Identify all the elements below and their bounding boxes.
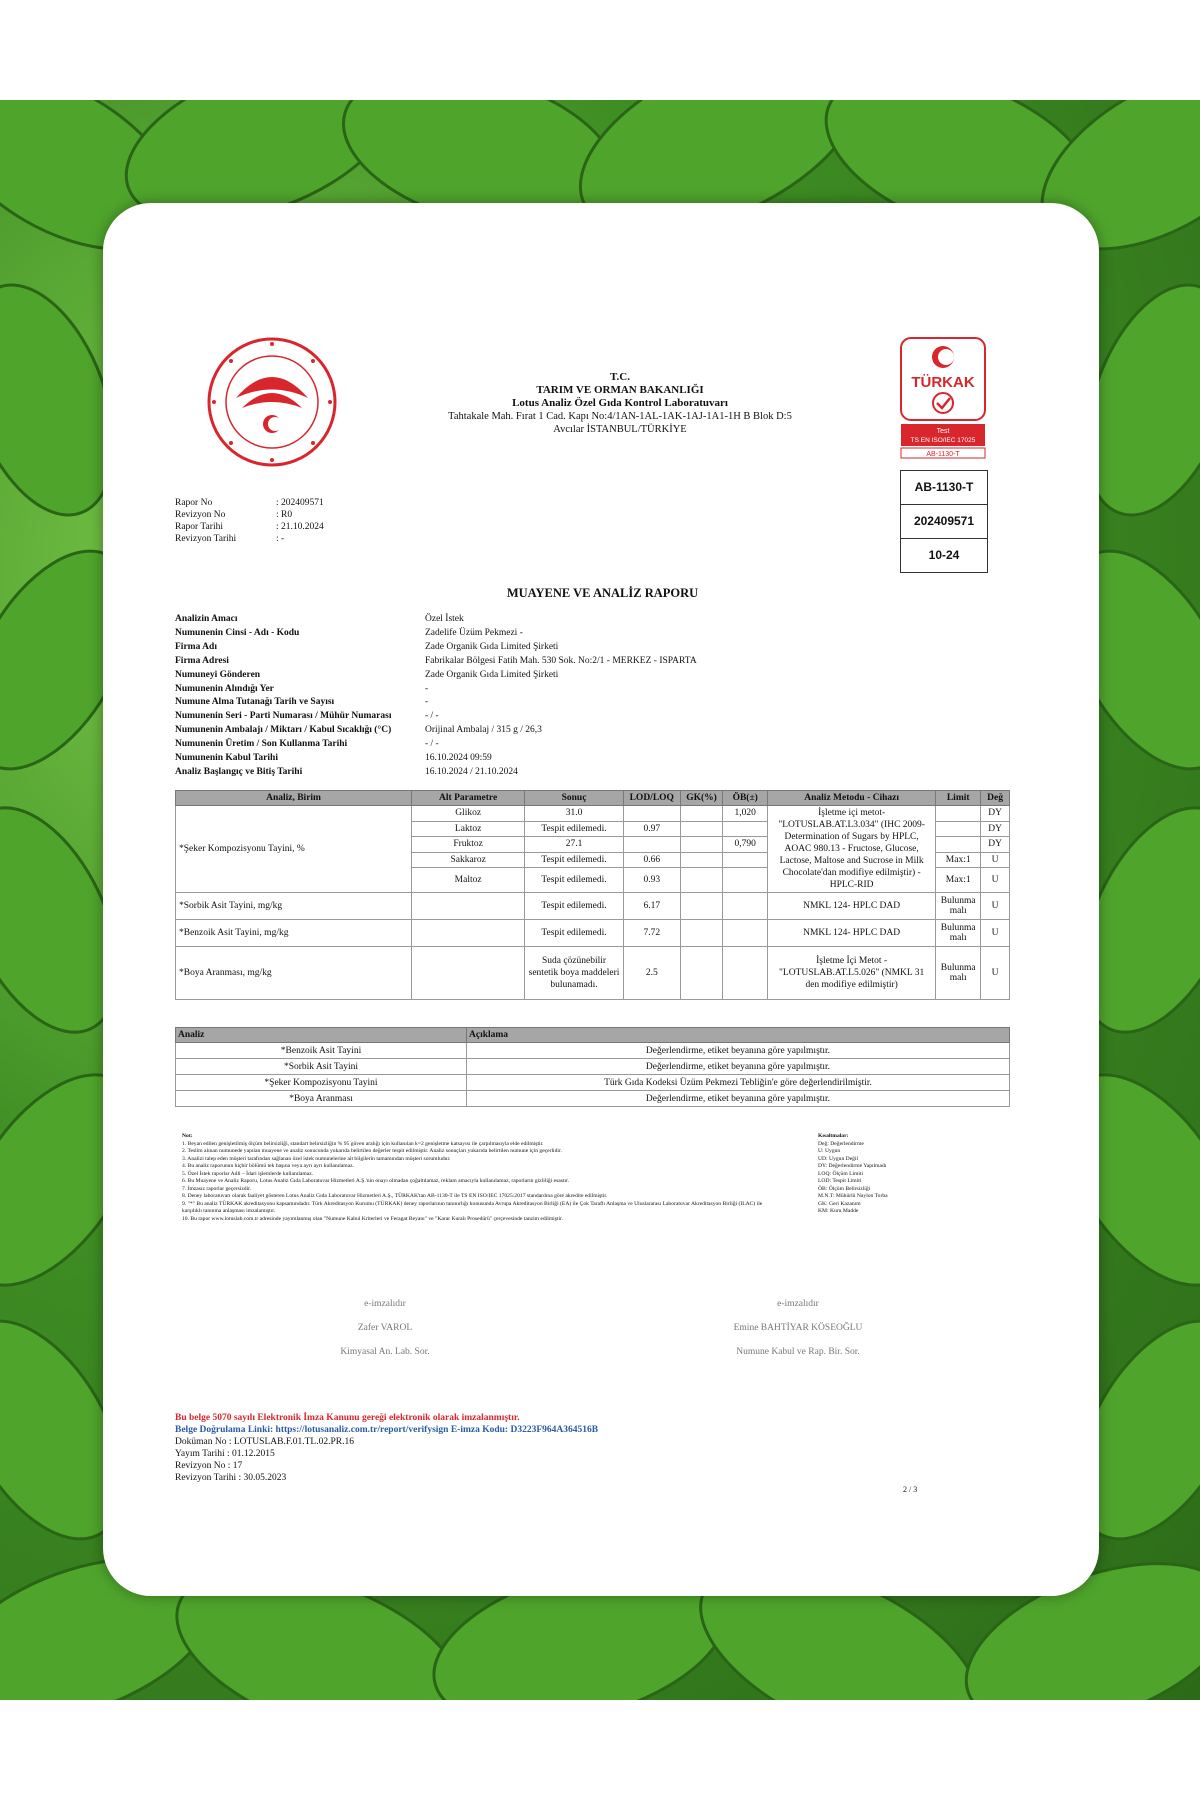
cell: [412, 920, 525, 947]
cell: 6.17: [623, 893, 680, 920]
note-line: 6. Bu Muayene ve Analiz Raporu, Lotus Analiz Gıda Laboratuvar Hizmetleri A.Ş.'nin onayı olmadan çoğaltılamaz, reklam amacıyla kullanılamaz, raporların gizliliği esastır.: [182, 1178, 570, 1184]
info-label: Firma Adı: [175, 641, 217, 652]
abbr-line: KM: Kuru Madde: [818, 1208, 859, 1214]
info-label: Firma Adresi: [175, 655, 229, 666]
cell: Bulunma malı: [936, 920, 981, 947]
cell: İşletme İçi Metot - "LOTUSLAB.AT.L5.026" (NMKL 31 den modifiye edilmiştir): [768, 947, 936, 1000]
cell: Max:1: [936, 852, 981, 868]
cell: Türk Gıda Kodeksi Üzüm Pekmezi Tebliğin'e göre değerlendirilmiştir.: [467, 1075, 1010, 1091]
cell: Sakkaroz: [412, 852, 525, 868]
info-label: Numunenin Cinsi - Adı - Kodu: [175, 627, 300, 638]
cell: *Boya Aranması, mg/kg: [176, 947, 412, 1000]
col-header: Analiz, Birim: [176, 791, 412, 806]
verify-link[interactable]: Belge Doğrulama Linki: https://lotusanaliz.com.tr/report/verifysign E-imza Kodu: D3223F964A364516B: [175, 1425, 599, 1435]
cell: [723, 821, 768, 837]
sugar-method: İşletme içi metot- "LOTUSLAB.AT.L3.034" (IHC 2009- Determination of Sugars by HPLC, AOAC 980.13 - Fructose, Glucose, Lactose, Maltose and Sucrose in Milk Chocolate'dan modifiye edilmiştir) - HPLC-RID: [768, 806, 936, 893]
info-value: 16.10.2024 09:59: [425, 753, 492, 764]
cell: [723, 893, 768, 920]
cell: NMKL 124- HPLC DAD: [768, 920, 936, 947]
cell: Max:1: [936, 868, 981, 893]
cell: *Şeker Kompozisyonu Tayini: [176, 1075, 467, 1091]
note-line: 2. Teslim alınan numunede yapılan muayene ve analiz sonucunda yukarıda belirtilen değerler tespit edilmiştir. Analiz sonuçları yukarıda belirtilen numune için geçerlidir.: [182, 1148, 562, 1154]
header-line2: TARIM VE ORMAN BAKANLIĞI: [536, 384, 704, 396]
cell: 31.0: [525, 806, 624, 822]
cell: [723, 852, 768, 868]
period-code: 10-24: [901, 538, 987, 572]
col-header: ÖB(±): [723, 791, 768, 806]
cell: Bulunma malı: [936, 893, 981, 920]
cell: [623, 837, 680, 853]
cell: [680, 947, 723, 1000]
signature-role: Kimyasal An. Lab. Sor.: [340, 1347, 430, 1357]
cell: [680, 852, 723, 868]
col-header: GK(%): [680, 791, 723, 806]
table-row: [176, 947, 1010, 1000]
cell: Tespit edilemedi.: [525, 893, 624, 920]
meta-label: Rapor No: [175, 498, 213, 508]
cell: U: [981, 868, 1010, 893]
meta-label: Revizyon No: [175, 510, 226, 520]
meta-value: : 202409571: [276, 498, 324, 508]
cell: Bulunma malı: [936, 947, 981, 1000]
sugar-analysis-name: *Şeker Kompozisyonu Tayini, %: [176, 806, 412, 893]
cell: DY: [981, 821, 1010, 837]
info-label: Analizin Amacı: [175, 614, 238, 624]
note-line: 5. Özel İstek raporlar Adli – İdari işlemlerde kullanılamaz.: [182, 1170, 314, 1177]
cell: 2.5: [623, 947, 680, 1000]
col-header: Analiz Metodu - Cihazı: [768, 791, 936, 806]
signature-name: Emine BAHTİYAR KÖSEOĞLU: [733, 1323, 863, 1333]
signature-left: [275, 1292, 495, 1364]
info-label: Numunenin Alındığı Yer: [175, 683, 274, 694]
col-header: Analiz: [176, 1028, 467, 1043]
cell: [412, 893, 525, 920]
cell: [936, 806, 981, 822]
ministry-seal-logo: [206, 336, 338, 468]
cell: [680, 821, 723, 837]
evaluation-table: [175, 1027, 1010, 1107]
cell: *Boya Aranması: [176, 1091, 467, 1107]
results-table: [175, 790, 1010, 1000]
note-line: 4. Bu analiz raporunun hiçbir bölümü tek başına veya ayrı ayrı kullanılamaz.: [182, 1163, 354, 1169]
cell: *Sorbik Asit Tayini, mg/kg: [176, 893, 412, 920]
cell: [412, 947, 525, 1000]
sample-info: [175, 613, 697, 780]
revision-date: Revizyon Tarihi : 30.05.2023: [175, 1473, 287, 1483]
cell: 0.97: [623, 821, 680, 837]
info-value: Özel İstek: [425, 614, 464, 624]
cell: [623, 806, 680, 822]
signature-right: [688, 1292, 908, 1364]
turkak-accreditation-logo: [900, 337, 986, 464]
document-footer: [175, 1412, 598, 1484]
info-value: 16.10.2024 / 21.10.2024: [425, 766, 518, 777]
note-line: 10. Bu rapor www.lotuslab.com.tr adresinde yayımlanmış olan "Numune Kabul Kriterleri ve Feragat Beyanı" ve "Karar Kuralı Prosedürü" çerçevesinde tanzim edilmiştir.: [182, 1215, 563, 1222]
cell: Değerlendirme, etiket beyanına göre yapılmıştır.: [467, 1059, 1010, 1075]
cell: U: [981, 852, 1010, 868]
meta-value: : -: [276, 534, 285, 544]
info-label: Numunenin Ambalajı / Miktarı / Kabul Sıcaklığı (°C): [175, 725, 392, 736]
meta-label: Rapor Tarihi: [175, 522, 223, 532]
cell: *Benzoik Asit Tayini, mg/kg: [176, 920, 412, 947]
cell: Suda çözünebilir sentetik boya maddeleri bulunamadı.: [525, 947, 624, 1000]
info-value: Zade Organik Gıda Limited Şirketi: [425, 669, 559, 680]
note-line: 1. Beyan edilen genişletilmiş ölçüm belirsizliği, standart belirsizliğin % 95 güven aralığı için kullanılan k=2 genişletme katsayısı ile çarpılmasıyla elde edilmiştir.: [182, 1140, 544, 1147]
turkak-code: AB-1130-T: [926, 451, 960, 458]
abbr-line: DY: Değerlendirme Yapılmadı: [818, 1163, 887, 1169]
abbreviations: [818, 1133, 968, 1216]
cell: [723, 920, 768, 947]
table-row: [176, 1091, 1010, 1107]
cell: [680, 806, 723, 822]
cell: Tespit edilemedi.: [525, 852, 624, 868]
table-row: [176, 893, 1010, 920]
table-row: [176, 806, 1010, 822]
notes: [182, 1133, 772, 1223]
col-header: Sonuç: [525, 791, 624, 806]
abbr-line: M.N.T: Mühürlü Naylon Torba: [818, 1193, 888, 1199]
cell: DY: [981, 837, 1010, 853]
note-line: 8. Deney laboratuvarı olarak faaliyet gösteren Lotus Analiz Gıda Laboratuvar Hizmetleri A.Ş., TÜRKAK'tan AB-1130-T ile TS EN ISO/IEC 17025:2017 standardına göre akredite edilmiştir.: [182, 1193, 608, 1199]
abbr-line: ÖB: Ölçüm Belirsizliği: [818, 1185, 871, 1192]
info-value: Fabrikalar Bölgesi Fatih Mah. 530 Sok. No:2/1 - MERKEZ - ISPARTA: [425, 655, 697, 666]
col-header: Değ: [981, 791, 1010, 806]
report-header: [400, 371, 840, 436]
info-label: Numuneyi Gönderen: [175, 669, 261, 680]
cell: U: [981, 947, 1010, 1000]
cell: 0.66: [623, 852, 680, 868]
meta-value: : R0: [276, 510, 293, 520]
note-line: 9. "*" Bu analiz TÜRKAK akreditasyonu kapsamındadır. Türk Akreditasyon Kurumu (TÜRKAK) deney raporlarının tanınırlığı konusunda Avrupa Akreditasyon Birliği (EA) ile Çok Taraflı Anlaşma ve Uluslararası Laboratuvar Akreditasyon Birliği (ILAC) ile karşılıklı tanınma anlaşması imzalamıştır.: [182, 1200, 763, 1214]
info-value: - / -: [425, 711, 439, 722]
note-line: 7. İmzasız raporlar geçersizdir.: [182, 1185, 252, 1192]
doc-number: Doküman No : LOTUSLAB.F.01.TL.02.PR.16: [175, 1437, 354, 1447]
signature-name: Zafer VAROL: [357, 1323, 413, 1333]
info-value: - / -: [425, 739, 439, 750]
report-number-code: 202409571: [901, 504, 987, 538]
cell: [680, 868, 723, 893]
cell: 7.72: [623, 920, 680, 947]
accreditation-code: AB-1130-T: [914, 480, 974, 494]
cell: Maltoz: [412, 868, 525, 893]
meta-value: : 21.10.2024: [276, 522, 324, 532]
cell: *Benzoik Asit Tayini: [176, 1043, 467, 1059]
meta-label: Revizyon Tarihi: [175, 534, 237, 544]
cell: Tespit edilemedi.: [525, 821, 624, 837]
cell: [680, 920, 723, 947]
cell: 0,790: [723, 837, 768, 853]
abbr-line: LOD: Tespit Limiti: [818, 1178, 862, 1184]
cell: [723, 868, 768, 893]
info-value: -: [425, 683, 429, 694]
cell: [936, 837, 981, 853]
info-label: Numunenin Üretim / Son Kullanma Tarihi: [175, 739, 348, 750]
report-code-box: [900, 470, 988, 573]
col-header: LOD/LOQ: [623, 791, 680, 806]
info-value: Zade Organik Gıda Limited Şirketi: [425, 641, 559, 652]
cell: U: [981, 893, 1010, 920]
abbr-line: GK: Geri Kazanım: [818, 1200, 861, 1207]
abbr-line: U: Uygun: [818, 1148, 841, 1154]
revision-number: Revizyon No : 17: [175, 1461, 243, 1471]
signature-status: e-imzalıdır: [777, 1299, 819, 1309]
cell: Tespit edilemedi.: [525, 868, 624, 893]
cell: Değerlendirme, etiket beyanına göre yapılmıştır.: [467, 1043, 1010, 1059]
cell: [936, 821, 981, 837]
turkak-standard: TS EN ISO/IEC 17025: [910, 437, 976, 444]
cell: 1,020: [723, 806, 768, 822]
cell: DY: [981, 806, 1010, 822]
turkak-test: Test: [936, 428, 950, 435]
cell: [680, 893, 723, 920]
notes-title: Not:: [182, 1133, 193, 1139]
cell: Laktoz: [412, 821, 525, 837]
cell: [680, 837, 723, 853]
info-label: Numunenin Kabul Tarihi: [175, 753, 278, 764]
abbr-title: Kısaltmalar:: [818, 1133, 849, 1139]
page-number: 2 / 3: [903, 1485, 918, 1494]
table-row: [176, 1043, 1010, 1059]
table-row: [176, 1075, 1010, 1091]
cell: 0.93: [623, 868, 680, 893]
header-address2: Avcılar İSTANBUL/TÜRKİYE: [553, 424, 687, 435]
cell: Glikoz: [412, 806, 525, 822]
cell: *Sorbik Asit Tayini: [176, 1059, 467, 1075]
table-row: [176, 920, 1010, 947]
info-value: Orijinal Ambalaj / 315 g / 26,3: [425, 725, 542, 736]
signature-status: e-imzalıdır: [364, 1299, 406, 1309]
header-line3: Lotus Analiz Özel Gıda Kontrol Laboratuvarı: [512, 397, 728, 409]
header-line1: T.C.: [610, 371, 630, 383]
e-signature-notice: Bu belge 5070 sayılı Elektronik İmza Kanunu gereği elektronik olarak imzalanmıştır.: [175, 1413, 520, 1423]
table-row: [176, 1059, 1010, 1075]
report-title: MUAYENE VE ANALİZ RAPORU: [506, 586, 699, 600]
signature-role: Numune Kabul ve Rap. Bir. Sor.: [736, 1347, 860, 1357]
info-label: Numunenin Seri - Parti Numarası / Mühür Numarası: [175, 711, 392, 722]
cell: Fruktoz: [412, 837, 525, 853]
report-meta: [175, 497, 324, 545]
abbr-line: UD: Uygun Değil: [818, 1155, 859, 1162]
header-address1: Tahtakale Mah. Fırat 1 Cad. Kapı No:4/1AN-1AL-1AK-1AJ-1A1-1H B Blok D:5: [448, 411, 792, 422]
col-header: Açıklama: [467, 1028, 1010, 1043]
abbr-line: LOQ: Ölçüm Limiti: [818, 1170, 864, 1177]
info-value: Zadelife Üzüm Pekmezi -: [425, 627, 523, 638]
abbr-line: Değ: Değerlendirme: [818, 1140, 864, 1147]
info-label: Numune Alma Tutanağı Tarih ve Sayısı: [175, 697, 335, 708]
info-label: Analiz Başlangıç ve Bitiş Tarihi: [175, 766, 303, 777]
cell: Tespit edilemedi.: [525, 920, 624, 947]
col-header: Limit: [936, 791, 981, 806]
publish-date: Yayım Tarihi : 01.12.2015: [175, 1449, 275, 1459]
info-value: -: [425, 697, 429, 708]
note-line: 3. Analizi talep eden müşteri tarafından sağlanan özel istek numunelerine ait bilgilerin tamamından müşteri sorumludur.: [182, 1155, 451, 1162]
cell: [723, 947, 768, 1000]
cell: Değerlendirme, etiket beyanına göre yapılmıştır.: [467, 1091, 1010, 1107]
turkak-brand: TÜRKAK: [911, 374, 975, 391]
cell: 27.1: [525, 837, 624, 853]
col-header: Alt Parametre: [412, 791, 525, 806]
cell: NMKL 124- HPLC DAD: [768, 893, 936, 920]
cell: U: [981, 920, 1010, 947]
